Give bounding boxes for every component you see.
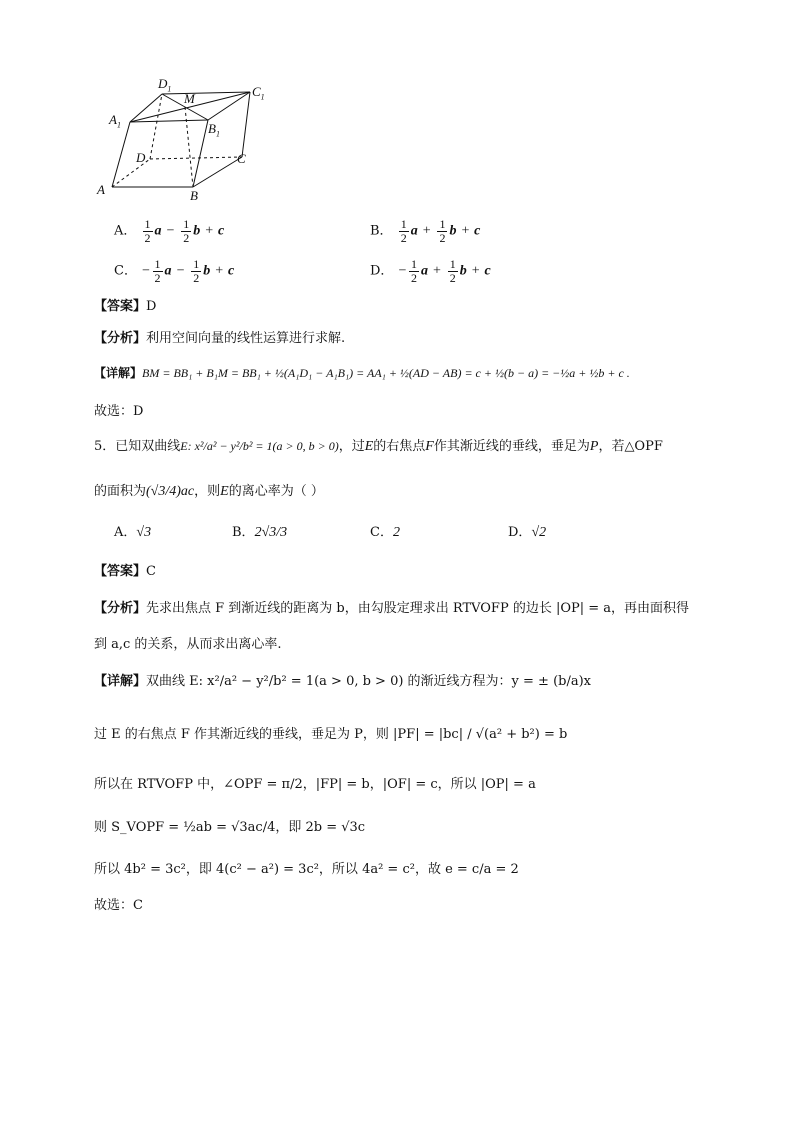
- label-D: D: [136, 150, 146, 165]
- q5-option-c: C．2: [370, 525, 400, 540]
- edge-CC1: [242, 92, 250, 157]
- edge-DC: [150, 157, 242, 159]
- edge-AA1: [112, 122, 130, 187]
- q5-option-d: D．√2: [508, 525, 547, 540]
- q4-detail: 【详解】BM = BB₁ + B₁M = BB₁ + ½(A₁D₁ − A₁B₁) = AA₁ + ½(AD − AB) = c + ½(b − a) = −½a + ½b + c .: [94, 366, 630, 380]
- q4-option-a: A． $\frac{1}{2}$ a − $\frac{1}{2}$ b + c: [114, 217, 225, 245]
- q5-detail-line3: 所以在 RTVOFP 中，∠OPF = π/2，|FP| = b，|OF| = c，所以 |OP| = a: [94, 777, 536, 792]
- q5-detail-line1: 【详解】双曲线 E: x²/a² − y²/b² = 1(a > 0, b > 0) 的渐近线方程为：y = ± (b/a)x: [94, 674, 592, 689]
- label-M: M: [184, 91, 195, 106]
- q5-detail-line2: 过 E 的右焦点 F 作其渐近线的垂线，垂足为 P，则 |PF| = |bc| / √(a² + b²) = b: [94, 727, 568, 742]
- label-B: B: [190, 188, 198, 203]
- q5-option-b: B．2√3/3: [232, 525, 288, 540]
- q5-analysis-line1: 【分析】先求出焦点 F 到渐近线的距离为 b，由勾股定理求出 RTVOFP 的边长 |OP| = a，再由面积得: [94, 601, 690, 616]
- q5-stem-line1: 5．已知双曲线E: x²/a² − y²/b² = 1(a > 0, b > 0)，过E的右焦点F作其渐近线的垂线，垂足为P，若△OPF: [94, 439, 663, 454]
- q5-option-a: A．√3: [114, 525, 152, 540]
- segment-BM: [185, 107, 193, 187]
- edge-D1C1: [162, 92, 250, 94]
- q5-answer: 【答案】C: [94, 564, 156, 579]
- edge-DD1: [150, 94, 162, 159]
- label-D1: $D_1$: [158, 76, 172, 94]
- label-B1: $B_1$: [208, 121, 220, 139]
- edge-B1C1: [208, 92, 250, 120]
- q4-answer: 【答案】D: [94, 299, 157, 314]
- label-A1: $A_1$: [109, 112, 121, 130]
- q4-option-c: C． − $\frac{1}{2}$ a − $\frac{1}{2}$ b + c: [114, 257, 235, 285]
- q5-stem-line2: 的面积为(√3/4)ac，则E的离心率为（ ）: [94, 484, 324, 499]
- label-C1: $C_1$: [252, 84, 265, 102]
- q4-analysis: 【分析】利用空间向量的线性运算进行求解.: [94, 331, 346, 346]
- q5-analysis-line2: 到 a,c 的关系，从而求出离心率.: [94, 637, 282, 652]
- label-A: A: [97, 182, 105, 197]
- q4-option-d: D． − $\frac{1}{2}$ a + $\frac{1}{2}$ b + c: [370, 257, 491, 285]
- q5-conclusion: 故选：C: [94, 898, 143, 913]
- q5-detail-line4: 则 S_VOPF = ½ab = √3ac/4，即 2b = √3c: [94, 820, 366, 835]
- q4-option-b: B． $\frac{1}{2}$ a + $\frac{1}{2}$ b + c: [370, 217, 481, 245]
- label-C: C: [237, 151, 246, 166]
- edge-BC: [193, 157, 242, 187]
- edge-A1B1: [130, 120, 208, 122]
- edge-BB1: [193, 120, 208, 187]
- q5-detail-line5: 所以 4b² = 3c²，即 4(c² − a²) = 3c²，所以 4a² = c²，故 e = c/a = 2: [94, 862, 519, 877]
- q4-conclusion: 故选：D: [94, 404, 144, 419]
